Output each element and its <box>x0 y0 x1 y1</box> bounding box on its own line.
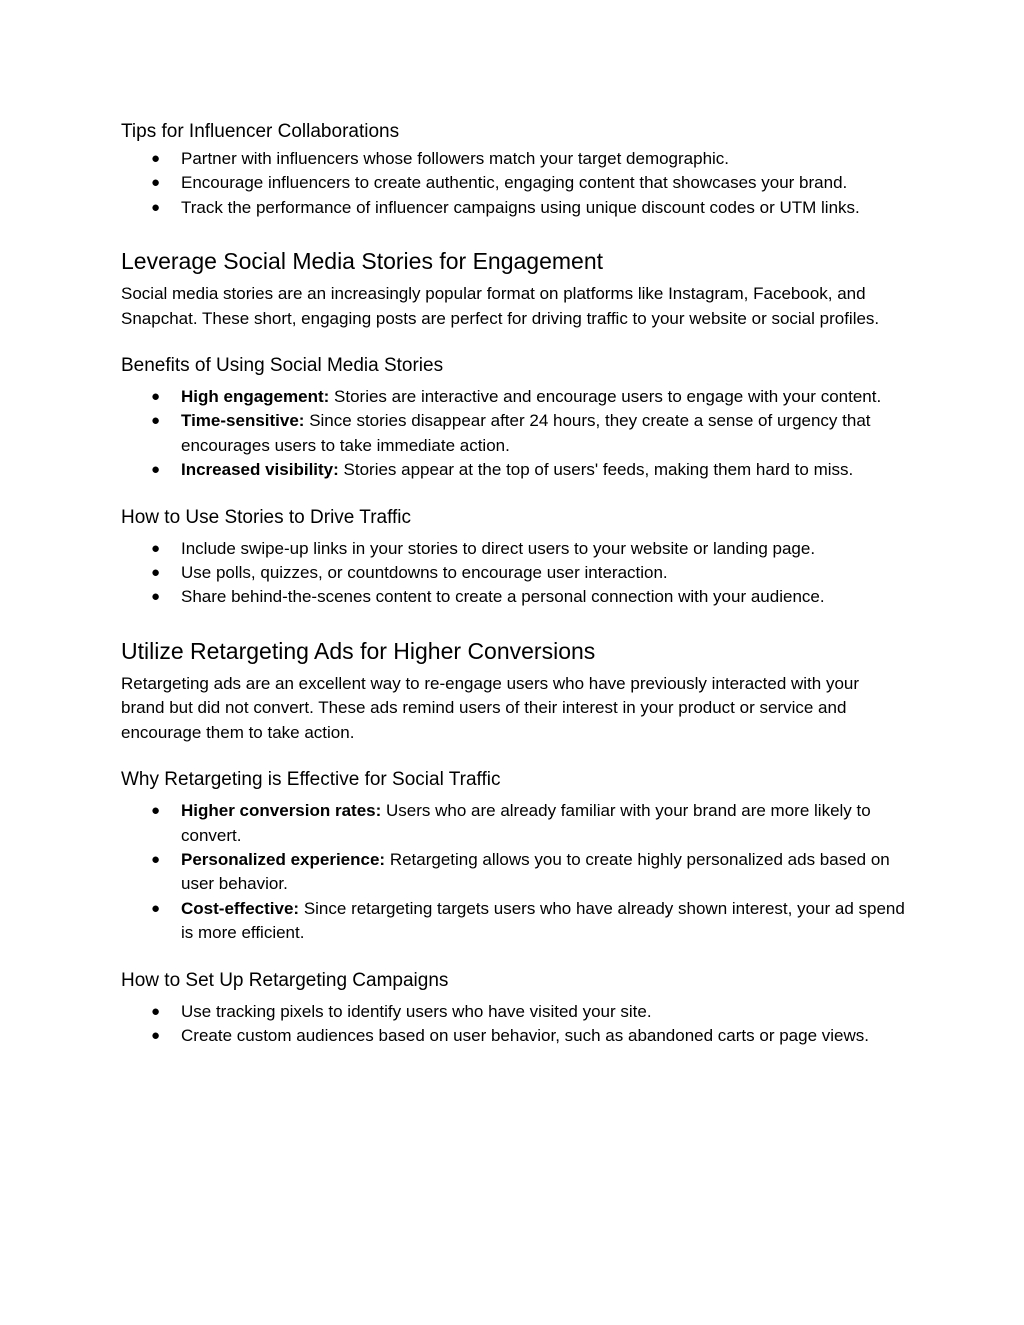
list-item-text: Stories appear at the top of users' feeds, making them hard to miss. <box>338 460 854 480</box>
list-item-text: Since retargeting targets users who have already shown interest, your ad spend is more efficient. <box>181 898 905 943</box>
list-item <box>121 409 906 458</box>
list-item <box>121 1024 906 1048</box>
section-heading-why-retargeting: Why Retargeting is Effective for Social Traffic <box>121 769 501 791</box>
list-item-text: Track the performance of influencer campaigns using unique discount codes or UTM links. <box>181 197 860 217</box>
bullet-icon: ● <box>151 899 161 917</box>
why-retargeting-list <box>121 799 906 945</box>
list-item-text: Retargeting allows you to create highly personalized ads based on user behavior. <box>181 849 890 894</box>
list-item <box>121 848 906 897</box>
list-item-term: High engagement: <box>181 387 330 407</box>
list-item-text: Stories are interactive and encourage users to engage with your content. <box>329 387 882 407</box>
list-item-text: Create custom audiences based on user behavior, such as abandoned carts or page views. <box>181 1025 869 1045</box>
bullet-icon: ● <box>151 850 161 868</box>
bullet-icon: ● <box>151 1026 161 1044</box>
list-item <box>121 537 906 561</box>
list-item-text: Include swipe-up links in your stories to direct users to your website or landing page. <box>181 538 816 558</box>
list-item <box>121 147 906 171</box>
list-item-term: Personalized experience: <box>181 849 386 869</box>
bullet-icon: ● <box>151 588 161 606</box>
retargeting-setup-list <box>121 1000 906 1049</box>
bullet-icon: ● <box>151 150 161 167</box>
retargeting-paragraph: Retargeting ads are an excellent way to re-engage users who have previously interacted with your brand but did not convert. These ads remind users of their interest in your product or service and encourage them to take action. <box>121 673 860 742</box>
section-title-stories: Leverage Social Media Stories for Engagement <box>121 248 604 275</box>
list-item-text: Encourage influencers to create authentic, engaging content that showcases your brand. <box>181 173 848 193</box>
list-item <box>121 561 906 585</box>
list-item-term: Cost-effective: <box>181 898 300 918</box>
list-item <box>121 897 906 946</box>
list-item <box>121 196 906 220</box>
list-item-text: Use polls, quizzes, or countdowns to encourage user interaction. <box>181 563 668 583</box>
how-to-use-stories-list <box>121 537 906 610</box>
section-heading-how-to-use-stories: How to Use Stories to Drive Traffic <box>121 506 412 528</box>
list-item <box>121 171 906 195</box>
list-item-text: Partner with influencers whose followers match your target demographic. <box>181 149 730 168</box>
list-item <box>121 585 906 609</box>
bullet-icon: ● <box>151 1002 161 1020</box>
list-item-text: Use tracking pixels to identify users who have visited your site. <box>181 1001 652 1021</box>
section-heading-influencer-tips: Tips for Influencer Collaborations <box>121 121 400 142</box>
list-item <box>121 385 906 409</box>
stories-paragraph: Social media stories are an increasingly popular format on platforms like Instagram, Facebook, and Snapchat. These short, engaging posts are perfect for driving traffic to your website or social profiles. <box>121 284 880 328</box>
bullet-icon: ● <box>151 461 161 479</box>
list-item <box>121 458 906 482</box>
stories-benefits-list <box>121 385 906 483</box>
list-item-term: Time-sensitive: <box>181 411 305 431</box>
bullet-icon: ● <box>151 388 161 406</box>
section-heading-stories-benefits: Benefits of Using Social Media Stories <box>121 355 444 377</box>
bullet-icon: ● <box>151 564 161 582</box>
list-item-term: Higher conversion rates: <box>181 801 382 821</box>
section-heading-retargeting-setup: How to Set Up Retargeting Campaigns <box>121 969 449 991</box>
list-item-text: Since stories disappear after 24 hours, they create a sense of urgency that encourages users to take immediate action. <box>181 411 871 455</box>
bullet-icon: ● <box>151 802 161 820</box>
document-page <box>121 119 906 1048</box>
section-title-retargeting: Utilize Retargeting Ads for Higher Conversions <box>121 637 596 664</box>
bullet-icon: ● <box>151 198 161 216</box>
list-item <box>121 799 906 848</box>
bullet-icon: ● <box>151 412 161 430</box>
bullet-icon: ● <box>151 539 161 557</box>
bullet-icon: ● <box>151 174 161 192</box>
list-item <box>121 1000 906 1024</box>
list-item-term: Increased visibility: <box>181 460 339 480</box>
list-item-text: Users who are already familiar with your brand are more likely to convert. <box>181 801 871 845</box>
influencer-tips-list <box>121 147 906 220</box>
list-item-text: Share behind-the-scenes content to create a personal connection with your audience. <box>181 587 825 607</box>
